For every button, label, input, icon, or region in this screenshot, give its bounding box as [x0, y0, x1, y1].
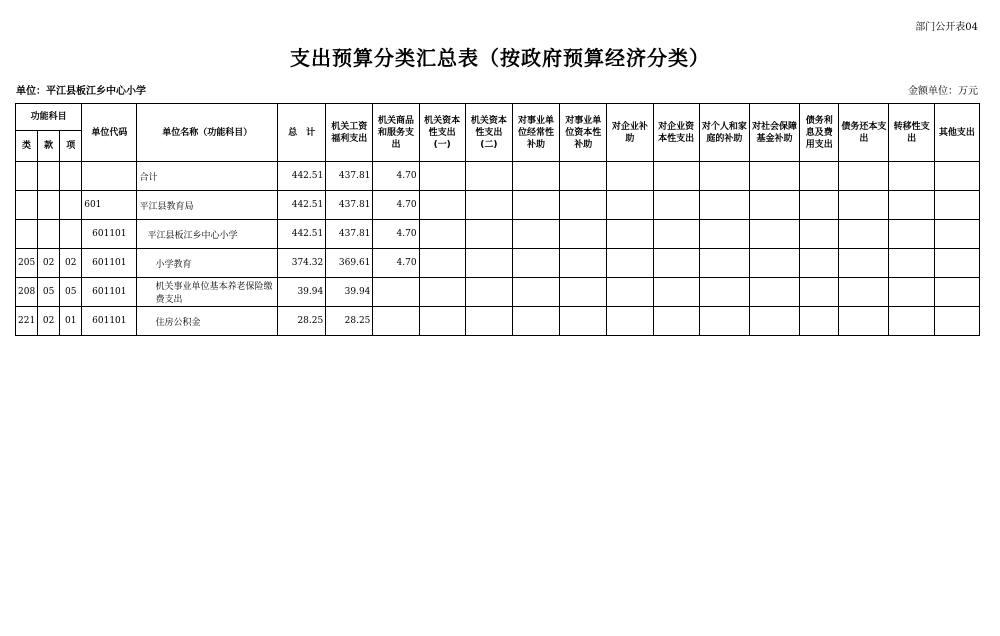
cell-col-12: [839, 191, 889, 220]
cell-col-2: [373, 307, 419, 336]
cell-xiang: 01: [60, 307, 82, 336]
cell-col-11: [800, 278, 839, 307]
cell-col-12: [839, 307, 889, 336]
cell-col-3: [419, 162, 465, 191]
table-row: [16, 191, 980, 220]
header-unit-code: 单位代码: [82, 104, 137, 162]
cell-col-8: [653, 249, 699, 278]
cell-unit-name: 平江县板江乡中心小学: [137, 220, 278, 249]
cell-col-7: [607, 191, 653, 220]
header-col-8: 对企业资本性支出: [653, 104, 699, 162]
cell-col-14: [934, 162, 979, 191]
cell-col-6: [560, 278, 607, 307]
header-unit-name: 单位名称（功能科目）: [137, 104, 278, 162]
header-col-14: 其他支出: [934, 104, 979, 162]
cell-col-3: [419, 249, 465, 278]
cell-col-10: [749, 278, 799, 307]
cell-col-2: [373, 278, 419, 307]
cell-col-1: 437.81: [326, 191, 373, 220]
cell-col-9: [699, 191, 749, 220]
cell-col-12: [839, 249, 889, 278]
cell-lei: [16, 220, 38, 249]
cell-unit-name: 小学教育: [137, 249, 278, 278]
cell-xiang: 02: [60, 249, 82, 278]
form-number: 部门公开表04: [915, 22, 978, 33]
cell-lei: 221: [16, 307, 38, 336]
header-col-5: 对事业单位经常性补助: [512, 104, 559, 162]
header-kuan: 款: [38, 131, 60, 162]
cell-xiang: [60, 220, 82, 249]
cell-col-5: [512, 278, 559, 307]
cell-col-6: [560, 220, 607, 249]
cell-col-9: [699, 278, 749, 307]
unit-label: 单位：平江县板江乡中心小学: [16, 86, 146, 97]
cell-col-8: [653, 307, 699, 336]
cell-kuan: 02: [38, 249, 60, 278]
cell-col-1: 369.61: [326, 249, 373, 278]
header-col-2: 机关商品和服务支出: [373, 104, 419, 162]
table-row: [16, 307, 980, 336]
cell-unit-name: 平江县教育局: [137, 191, 278, 220]
header-col-7: 对企业补助: [607, 104, 653, 162]
cell-col-6: [560, 307, 607, 336]
cell-kuan: 02: [38, 307, 60, 336]
cell-col-14: [934, 307, 979, 336]
cell-col-4: [465, 220, 512, 249]
cell-col-3: [419, 307, 465, 336]
cell-xiang: 05: [60, 278, 82, 307]
cell-col-4: [465, 249, 512, 278]
cell-col-13: [889, 249, 934, 278]
header-col-1: 机关工资福利支出: [326, 104, 373, 162]
cell-col-13: [889, 162, 934, 191]
cell-col-1: 28.25: [326, 307, 373, 336]
cell-col-6: [560, 162, 607, 191]
cell-unit-code: 601101: [82, 278, 137, 307]
cell-unit-code: 601101: [82, 249, 137, 278]
cell-col-12: [839, 162, 889, 191]
cell-col-2: 4.70: [373, 249, 419, 278]
cell-col-2: 4.70: [373, 191, 419, 220]
table-row: [16, 249, 980, 278]
cell-col-14: [934, 191, 979, 220]
cell-col-12: [839, 278, 889, 307]
cell-col-5: [512, 191, 559, 220]
cell-col-4: [465, 307, 512, 336]
cell-col-3: [419, 220, 465, 249]
cell-col-7: [607, 278, 653, 307]
cell-col-1: 437.81: [326, 162, 373, 191]
cell-col-9: [699, 220, 749, 249]
cell-col-1: 437.81: [326, 220, 373, 249]
cell-unit-name: 机关事业单位基本养老保险缴费支出: [137, 278, 278, 307]
cell-unit-name: 合计: [137, 162, 278, 191]
cell-total: 442.51: [278, 162, 326, 191]
cell-col-14: [934, 220, 979, 249]
header-col-4: 机关资本性支出(二): [465, 104, 512, 162]
cell-total: 28.25: [278, 307, 326, 336]
cell-lei: 205: [16, 249, 38, 278]
cell-col-14: [934, 278, 979, 307]
cell-col-9: [699, 162, 749, 191]
cell-col-9: [699, 307, 749, 336]
cell-total: 442.51: [278, 220, 326, 249]
cell-col-13: [889, 278, 934, 307]
cell-col-8: [653, 220, 699, 249]
header-col-9: 对个人和家庭的补助: [699, 104, 749, 162]
cell-col-11: [800, 191, 839, 220]
cell-col-11: [800, 162, 839, 191]
cell-col-11: [800, 220, 839, 249]
table-row: [16, 278, 980, 307]
header-col-12: 债务还本支出: [839, 104, 889, 162]
cell-col-14: [934, 249, 979, 278]
cell-total: 374.32: [278, 249, 326, 278]
cell-col-5: [512, 220, 559, 249]
cell-col-7: [607, 307, 653, 336]
cell-col-3: [419, 278, 465, 307]
cell-col-11: [800, 307, 839, 336]
cell-col-5: [512, 162, 559, 191]
table-row: [16, 220, 980, 249]
cell-unit-code: [82, 162, 137, 191]
header-col-13: 转移性支出: [889, 104, 934, 162]
cell-col-10: [749, 249, 799, 278]
cell-col-13: [889, 307, 934, 336]
cell-lei: 208: [16, 278, 38, 307]
cell-col-11: [800, 249, 839, 278]
cell-lei: [16, 191, 38, 220]
cell-col-4: [465, 278, 512, 307]
header-col-10: 对社会保障基金补助: [749, 104, 799, 162]
cell-col-6: [560, 249, 607, 278]
cell-col-10: [749, 191, 799, 220]
page-title: 支出预算分类汇总表（按政府预算经济分类）: [290, 46, 710, 70]
money-unit: 金额单位：万元: [908, 86, 978, 97]
cell-col-8: [653, 278, 699, 307]
cell-unit-code: 601: [82, 191, 137, 220]
cell-col-5: [512, 307, 559, 336]
cell-col-2: 4.70: [373, 162, 419, 191]
cell-unit-code: 601101: [82, 220, 137, 249]
cell-col-3: [419, 191, 465, 220]
cell-col-10: [749, 307, 799, 336]
cell-col-13: [889, 220, 934, 249]
header-lei: 类: [16, 131, 38, 162]
cell-col-7: [607, 162, 653, 191]
cell-col-4: [465, 191, 512, 220]
cell-col-7: [607, 220, 653, 249]
cell-col-10: [749, 162, 799, 191]
cell-col-8: [653, 191, 699, 220]
cell-xiang: [60, 162, 82, 191]
cell-col-10: [749, 220, 799, 249]
cell-col-8: [653, 162, 699, 191]
header-total: 总 计: [278, 104, 326, 162]
cell-total: 442.51: [278, 191, 326, 220]
cell-total: 39.94: [278, 278, 326, 307]
cell-unit-code: 601101: [82, 307, 137, 336]
cell-col-9: [699, 249, 749, 278]
header-col-11: 债务利息及费用支出: [800, 104, 839, 162]
cell-kuan: [38, 220, 60, 249]
header-xiang: 项: [60, 131, 82, 162]
cell-col-6: [560, 191, 607, 220]
table-row: [16, 162, 980, 191]
header-col-3: 机关资本性支出(一): [419, 104, 465, 162]
cell-unit-name: 住房公积金: [137, 307, 278, 336]
cell-kuan: [38, 191, 60, 220]
cell-col-12: [839, 220, 889, 249]
header-col-6: 对事业单位资本性补助: [560, 104, 607, 162]
cell-xiang: [60, 191, 82, 220]
cell-col-7: [607, 249, 653, 278]
cell-kuan: 05: [38, 278, 60, 307]
cell-lei: [16, 162, 38, 191]
cell-col-5: [512, 249, 559, 278]
cell-col-4: [465, 162, 512, 191]
cell-col-2: 4.70: [373, 220, 419, 249]
cell-col-13: [889, 191, 934, 220]
cell-kuan: [38, 162, 60, 191]
cell-col-1: 39.94: [326, 278, 373, 307]
header-func-group: 功能科目: [16, 104, 82, 131]
budget-table: [15, 103, 980, 336]
